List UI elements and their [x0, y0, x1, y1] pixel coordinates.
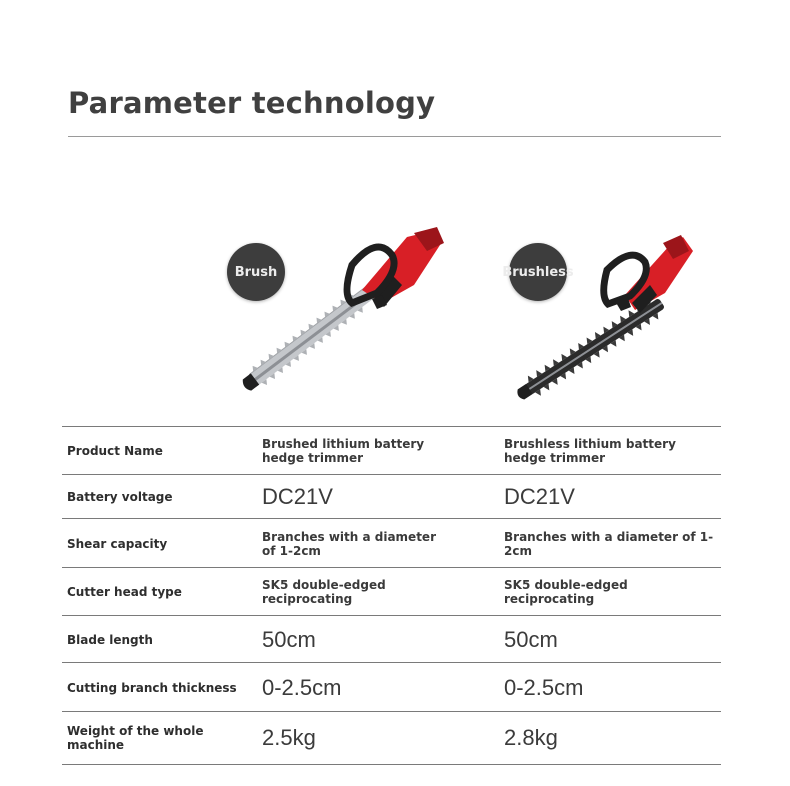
- page-title: Parameter technology: [68, 86, 436, 120]
- brushed-value: DC21V: [262, 484, 333, 509]
- brushed-value: Brushed lithium battery hedge trimmer: [262, 437, 425, 465]
- table-row: [62, 567, 721, 616]
- table-row: [62, 518, 721, 568]
- product-image-brushed: [222, 215, 452, 415]
- brushed-value: 50cm: [262, 626, 316, 652]
- table-row: [62, 711, 721, 765]
- row-label: Cutter head type: [67, 585, 182, 599]
- brushed-value: 0-2.5cm: [262, 674, 342, 700]
- brushless-badge: [502, 243, 574, 301]
- brushless-value: Brushless lithium battery hedge trimmer: [504, 437, 676, 465]
- brushless-value: 50cm: [504, 626, 558, 652]
- row-label: Battery voltage: [67, 490, 173, 504]
- row-label: Weight of the whole machine: [67, 724, 204, 752]
- brush-badge: [227, 243, 285, 301]
- brushless-badge-label: Brushless: [502, 264, 574, 280]
- brushed-value: SK5 double-edged reciprocating: [262, 578, 386, 606]
- row-label: Cutting branch thickness: [67, 680, 237, 695]
- row-label: Blade length: [67, 632, 153, 647]
- product-image-brushless: [502, 215, 735, 415]
- table-row: [62, 615, 721, 663]
- brushed-value: Branches with a diameter of 1-2cm: [262, 529, 436, 558]
- table-row: [62, 662, 721, 712]
- brushless-value: DC21V: [504, 484, 575, 509]
- title-divider: [68, 136, 721, 137]
- row-label: Product Name: [67, 444, 163, 458]
- row-label: Shear capacity: [67, 536, 168, 551]
- brushless-value: Branches with a diameter of 1-2cm: [504, 529, 714, 558]
- brush-badge-label: Brush: [234, 264, 278, 280]
- brushed-value: 2.5kg: [262, 725, 316, 750]
- table-row: [62, 474, 721, 519]
- table-row: [62, 426, 721, 475]
- brushless-value: 2.8kg: [504, 725, 558, 750]
- brushless-value: 0-2.5cm: [504, 674, 584, 700]
- brushless-value: SK5 double-edged reciprocating: [504, 578, 628, 606]
